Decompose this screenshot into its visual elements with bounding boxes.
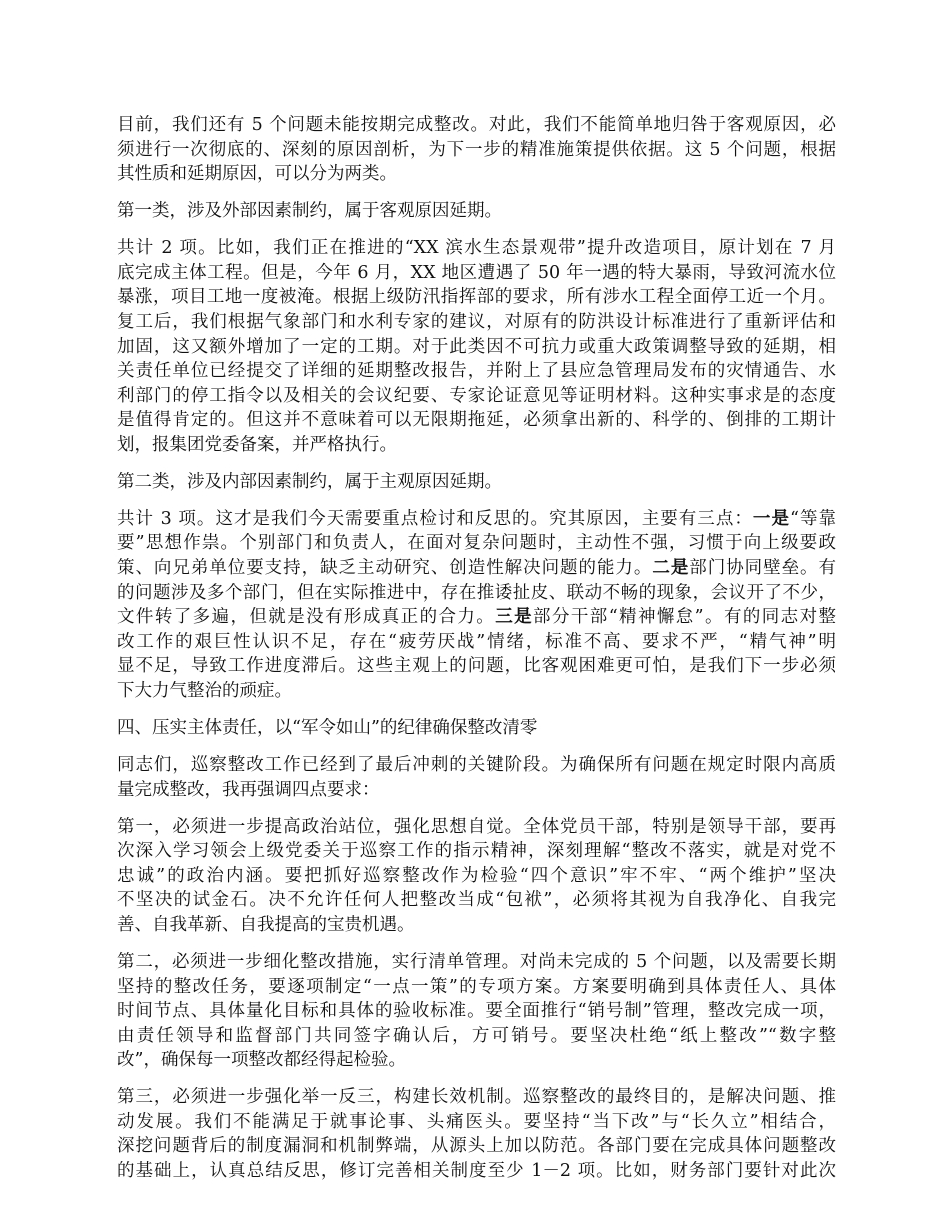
text-segment: 第一类，涉及外部因素制约，属于客观原因延期。 (117, 201, 502, 222)
text-line (117, 778, 836, 803)
text-line (117, 815, 836, 840)
paragraph (117, 1085, 836, 1183)
text-segment: 共计 2 项。比如，我们正在推进的“XX 滨水生态景观带”提升改造项目，原计划在 7 月 (117, 238, 836, 259)
paragraph (117, 113, 836, 187)
text-segment: 的问题涉及多个部门，但在实际推进中，存在推诿扯皮、联动不畅的现象，会议开了不少， (117, 582, 836, 603)
text-line (117, 138, 836, 163)
text-segment: 动发展。我们不能满足于就事论事、头痛医头。要坚持“当下改”与“长久立”相结合， (117, 1111, 836, 1132)
category-heading (117, 470, 836, 495)
text-segment: 下大力气整治的顽症。 (117, 681, 292, 702)
bold-text: 一是 (752, 508, 790, 529)
text-segment: 目前，我们还有 5 个问题未能按期完成整改。对此，我们不能简单地归咎于客观原因，必 (117, 115, 836, 135)
text-line (117, 310, 836, 335)
bold-text: 二是 (652, 558, 690, 579)
text-segment: “等靠 (790, 508, 837, 529)
text-segment: 的基础上，认真总结反思，修订完善相关制度至少 1－2 项。比如，财务部门要针对此次 (117, 1161, 836, 1182)
paragraph (117, 236, 836, 457)
text-line (117, 1159, 836, 1184)
text-segment: 要”思想作祟。个别部门和负责人，在面对复杂问题时，主动性不强，习惯于向上级要政 (117, 533, 836, 554)
text-line (117, 864, 836, 889)
text-line (117, 1110, 836, 1135)
text-line (117, 654, 836, 679)
text-segment: 底完成主体工程。但是，今年 6 月，XX 地区遭遇了 50 年一遇的特大暴雨，导致河流水位 (117, 262, 836, 283)
text-segment: 次深入学习领会上级党委关于巡察工作的指示精神，深刻理解“整改不落实，就是对党不 (117, 841, 836, 862)
text-line (117, 839, 836, 864)
text-line (117, 470, 836, 495)
text-line (117, 556, 836, 581)
text-line (117, 236, 836, 261)
text-segment: 共计 3 项。这才是我们今天需要重点检讨和反思的。究其原因，主要有三点： (117, 508, 753, 529)
text-line (117, 113, 836, 138)
text-segment: 暴涨，项目工地一度被淹。根据上级防汛指挥部的要求，所有涉水工程全面停工近一个月。 (117, 287, 836, 308)
text-segment: 复工后，我们根据气象部门和水利专家的建议，对原有的防洪设计标准进行了重新评估和 (117, 311, 836, 332)
document-page (117, 113, 836, 1196)
text-line (117, 1134, 836, 1159)
text-line (117, 999, 836, 1024)
text-line (117, 162, 836, 187)
text-segment: 忠诚”的政治内涵。要把抓好巡察整改作为检验“四个意识”牢不牢、“两个维护”坚决 (117, 865, 836, 886)
text-line (117, 716, 836, 741)
paragraph (117, 507, 836, 704)
text-segment: 利部门的停工指令以及相关的会议纪要、专家论证意见等证明材料。这种实事求是的态度 (117, 385, 836, 406)
text-line (117, 359, 836, 384)
text-line (117, 605, 836, 630)
text-segment: 改”，确保每一项整改都经得起检验。 (117, 1050, 406, 1071)
text-line (117, 913, 836, 938)
text-segment: 坚持的整改任务，要逐项制定“一点一策”的专项方案。方案要明确到具体责任人、具体 (117, 976, 836, 997)
text-segment: 关责任单位已经提交了详细的延期整改报告，并附上了县应急管理局发布的灾情通告、水 (117, 361, 836, 382)
bold-text: 三是 (495, 607, 534, 628)
text-segment: 由责任领导和监督部门共同签字确认后，方可销号。要坚决杜绝“纸上整改”“数字整 (117, 1025, 836, 1046)
text-line (117, 581, 836, 606)
text-line (117, 679, 836, 704)
text-segment: 显不足，导致工作进度滞后。这些主观上的问题，比客观困难更可怕，是我们下一步必须 (117, 656, 836, 677)
text-segment: 其性质和延期原因，可以分为两类。 (117, 164, 397, 185)
text-line (117, 433, 836, 458)
text-line (117, 384, 836, 409)
category-heading (117, 199, 836, 224)
text-segment: 划，报集团党委备案，并严格执行。 (117, 434, 397, 455)
text-segment: 部门协同壁垒。有 (689, 558, 837, 579)
text-line (117, 335, 836, 360)
text-segment: 第一，必须进一步提高政治站位，强化思想自觉。全体党员干部，特别是领导干部，要再 (117, 816, 836, 837)
text-line (117, 950, 836, 975)
text-line (117, 531, 836, 556)
text-segment: 第三，必须进一步强化举一反三，构建长效机制。巡察整改的最终目的，是解决问题、推 (117, 1087, 836, 1108)
text-segment: 是值得肯定的。但这并不意味着可以无限期拖延，必须拿出新的、科学的、倒排的工期计 (117, 410, 836, 431)
text-segment: 部分干部“精神懈怠”。有的同志对整 (533, 607, 837, 628)
text-segment: 深挖问题背后的制度漏洞和机制弊端，从源头上加以防范。各部门要在完成具体问题整改 (117, 1136, 836, 1157)
text-line (117, 507, 836, 532)
text-line (117, 975, 836, 1000)
text-line (117, 285, 836, 310)
text-segment: 同志们，巡察整改工作已经到了最后冲刺的关键阶段。为确保所有问题在规定时限内高质 (117, 755, 836, 775)
text-line (117, 199, 836, 224)
paragraph (117, 950, 836, 1073)
text-line (117, 1048, 836, 1073)
text-segment: 善、自我革新、自我提高的宝贵机遇。 (117, 914, 415, 935)
text-line (117, 261, 836, 286)
text-segment: 加固，这又额外增加了一定的工期。对于此类因不可抗力或重大政策调整导致的延期，相 (117, 336, 836, 357)
text-segment: 第二类，涉及内部因素制约，属于主观原因延期。 (117, 471, 502, 492)
paragraph (117, 753, 836, 802)
text-segment: 不坚决的试金石。决不允许任何人把整改当成“包袱”，必须将其视为自我净化、自我完 (117, 890, 836, 911)
text-line (117, 1024, 836, 1049)
text-line (117, 753, 836, 778)
text-line (117, 408, 836, 433)
text-segment: 四、压实主体责任，以“军令如山”的纪律确保整改清零 (117, 718, 538, 739)
text-segment: 策、向兄弟单位要支持，缺乏主动研究、创造性解决问题的能力。 (117, 558, 653, 579)
text-segment: 第二，必须进一步细化整改措施，实行清单管理。对尚未完成的 5 个问题，以及需要长期 (117, 951, 836, 972)
text-line (117, 630, 836, 655)
text-segment: 改工作的艰巨性认识不足，存在“疲劳厌战”情绪，标准不高、要求不严，“精气神”明 (117, 631, 836, 652)
text-line (117, 888, 836, 913)
text-segment: 时间节点、具体量化目标和具体的验收标准。要全面推行“销号制”管理，整改完成一项， (117, 1001, 836, 1022)
text-segment: 须进行一次彻底的、深刻的原因剖析，为下一步的精准施策提供依据。这 5 个问题，根据 (117, 139, 836, 160)
section-heading (117, 716, 836, 741)
text-segment: 文件转了多遍，但就是没有形成真正的合力。 (117, 607, 496, 628)
text-segment: 量完成整改，我再强调四点要求： (117, 779, 380, 800)
text-line (117, 1085, 836, 1110)
paragraph (117, 815, 836, 938)
